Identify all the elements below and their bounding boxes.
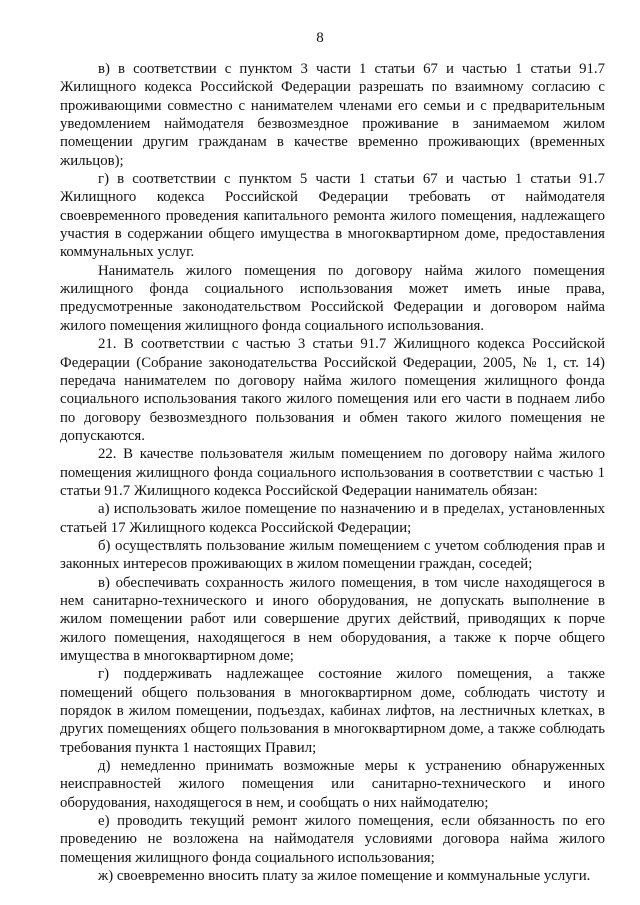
paragraph-other-rights: Наниматель жилого помещения по договору найма жилого помещения жилищного фонда социального использования может иметь иные права, предусмотренные законодательством Российской Федерации и договором найма жилого помещения жилищного фонда социального использования. — [60, 262, 605, 334]
page-number: 8 — [316, 30, 324, 46]
paragraph-e-current-repair: е) проводить текущий ремонт жилого помещения, если обязанность по его проведению не возложена на наймодателя условиями договора найма жилого помещения жилищного фонда социального использования; — [60, 813, 605, 866]
paragraph-g-maintain-condition: г) поддерживать надлежащее состояние жилого помещения, а также помещений общего пользования в многоквартирном доме, соблюдать чистоту и порядок в жилом помещении, подъездах, кабинах лифтов, на лестничных клетках, в других помещениях общего пользования в многоквартирном доме, а также соблюдать требования пункта 1 настоящих Правил; — [60, 666, 605, 756]
paragraph-clause-21: 21. В соответствии с частью 3 статьи 91.7 Жилищного кодекса Российской Федерации (Собрание законодательства Российской Федерации, 2005, № 1, ст. 14) передача нанимателем по договору найма жилого помещения жилищного фонда социального использования такого жилого помещения или его части в поднаем либо по договору безвозмездного пользования и обмен такого жилого помещения не допускаются. — [60, 336, 605, 444]
paragraph-a-use-by-purpose: а) использовать жилое помещение по назначению и в пределах, установленных статьей 17 Жилищного кодекса Российской Федерации; — [60, 501, 605, 536]
paragraph-g-right-capital-repair: г) в соответствии с пунктом 5 части 1 статьи 67 и частью 1 статьи 91.7 Жилищного кодекса Российской Федерации требовать от наймодателя своевременного проведения капитального ремонта жилого помещения, надлежащего участия в содержании общего имущества в многоквартирном доме, предоставления коммунальных услуг. — [60, 171, 605, 261]
paragraph-v-preserve-premises: в) обеспечивать сохранность жилого помещения, в том числе находящегося в нем санитарно-технического и иного оборудования, не допускать выполнение в жилом помещении работ или совершение других действий, приводящих к порче жилого помещения, находящегося в нем оборудования, а также к порче общего имущества в многоквартирном доме; — [60, 574, 605, 664]
paragraph-d-fix-defects: д) немедленно принимать возможные меры к устранению обнаруженных неисправностей жилого помещения или санитарно-технического и иного оборудования, находящегося в нем, и сообщать о них наймодателю; — [60, 758, 605, 811]
paragraph-clause-22: 22. В качестве пользователя жилым помещением по договору найма жилого помещения жилищного фонда социального использования в соответствии с частью 1 статьи 91.7 Жилищного кодекса Российской Федерации наниматель обязан: — [60, 446, 605, 499]
paragraph-v-right-temporary-residents: в) в соответствии с пунктом 3 части 1 статьи 67 и частью 1 статьи 91.7 Жилищного кодекса Российской Федерации разрешать по взаимному согласию с проживающими совместно с нанимателем членами его семьи и с предварительным уведомлением наймодателя безвозмездное проживание в занимаемом жилом помещении другим гражданам в качестве временно проживающих (временных жильцов); — [60, 61, 605, 169]
paragraph-zh-pay-fees: ж) своевременно вносить плату за жилое помещение и коммунальные услуги. — [98, 868, 591, 885]
document-body — [60, 60, 605, 885]
paragraph-b-respect-rights: б) осуществлять пользование жилым помещением с учетом соблюдения прав и законных интересов проживающих в жилом помещении граждан, соседей; — [60, 537, 605, 573]
